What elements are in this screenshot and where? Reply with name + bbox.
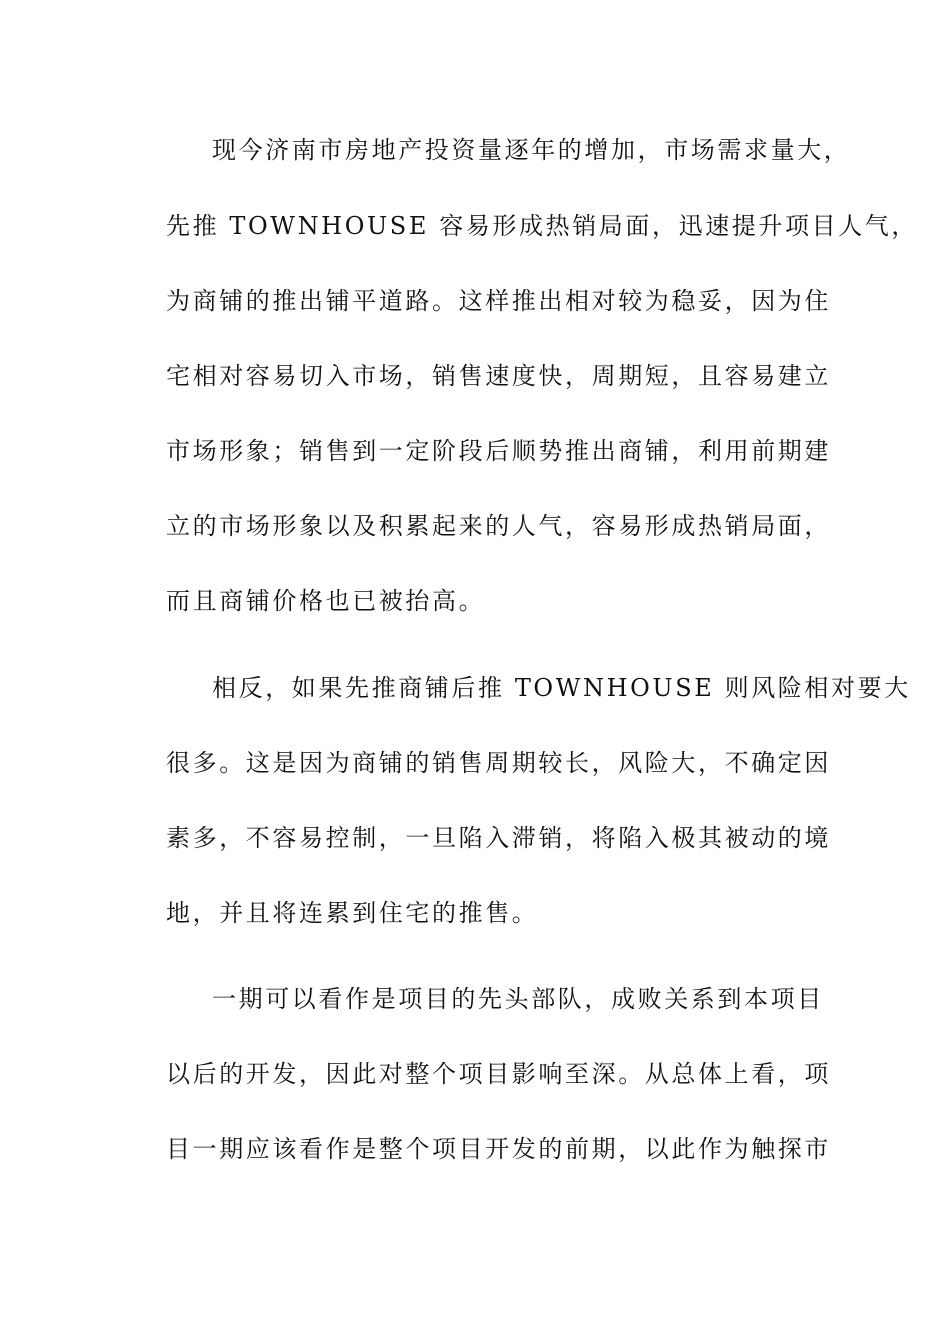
text-line: 以后的开发，因此对整个项目影响至深。从总体上看，项	[166, 1060, 831, 1088]
text-line: 很多。这是因为商铺的销售周期较长，风险大，不确定因	[166, 749, 831, 777]
text-line: 市场形象；销售到一定阶段后顺势推出商铺，利用前期建	[166, 437, 831, 465]
text-line: 先推 TOWNHOUSE 容易形成热销局面，迅速提升项目人气，	[166, 212, 919, 240]
text-line: 而且商铺价格也已被抬高。	[166, 587, 486, 615]
text-line: 一期可以看作是项目的先头部队，成败关系到本项目	[212, 985, 824, 1013]
text-line: 地，并且将连累到住宅的推售。	[166, 899, 539, 927]
text-line: 目一期应该看作是整个项目开发的前期，以此作为触探市	[166, 1135, 831, 1163]
text-line: 素多，不容易控制，一旦陷入滞销，将陷入极其被动的境	[166, 824, 831, 852]
text-line: 宅相对容易切入市场，销售速度快，周期短，且容易建立	[166, 362, 831, 390]
text-line: 现今济南市房地产投资量逐年的增加，市场需求量大，	[212, 136, 851, 164]
text-line: 为商铺的推出铺平道路。这样推出相对较为稳妥，因为住	[166, 287, 831, 315]
text-line: 相反，如果先推商铺后推 TOWNHOUSE 则风险相对要大	[212, 674, 911, 702]
text-line: 立的市场形象以及积累起来的人气，容易形成热销局面，	[166, 512, 831, 540]
